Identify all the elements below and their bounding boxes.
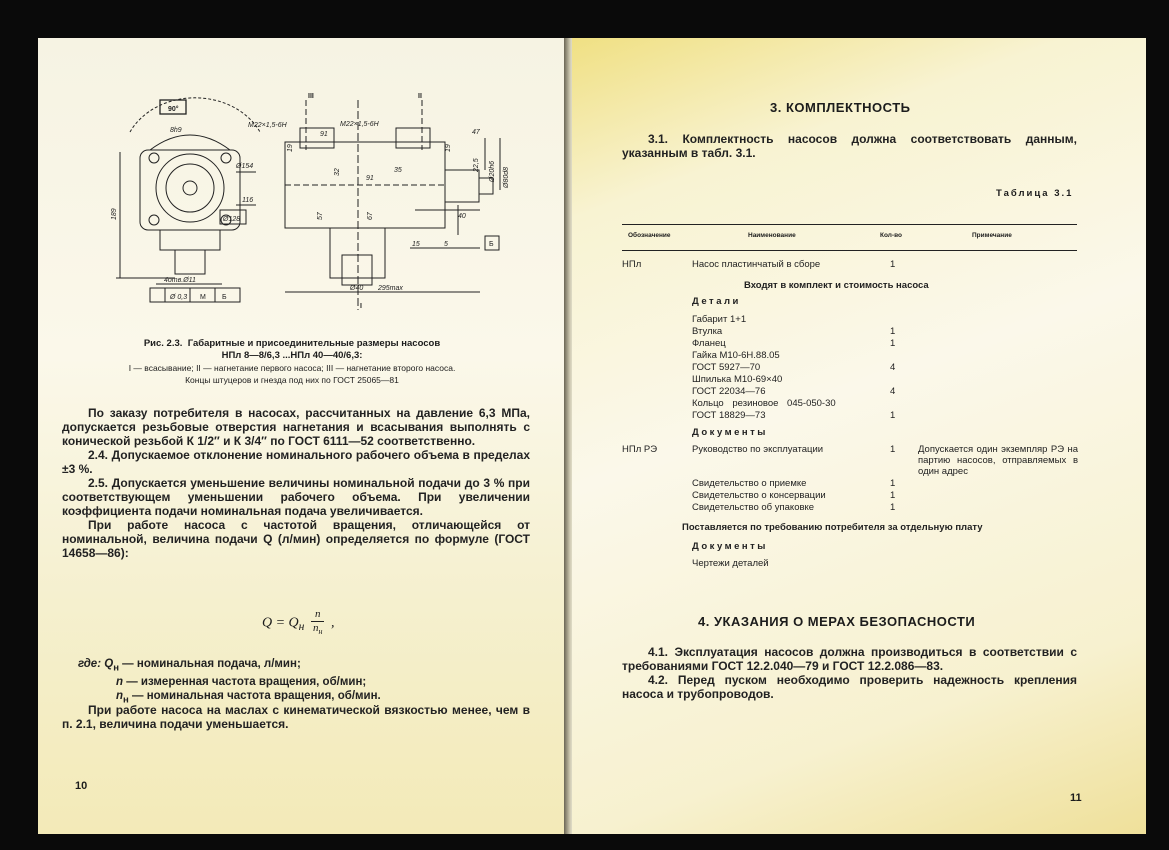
dim-label: 32 (334, 168, 341, 176)
table-cell-qty: 1 (890, 444, 896, 455)
detail-name: Шпилька М10-69×40 (692, 374, 783, 385)
dim-label: Ø80d8 (503, 166, 510, 188)
formula-fraction (311, 608, 325, 638)
table-cell-note: Допускается один экземпляр РЭ на партию насосов, отправляемых в один адрес (918, 444, 1078, 477)
dim-label: 19 (445, 144, 452, 152)
view-marker: III (308, 93, 314, 100)
formula-denominator: n (312, 622, 319, 634)
table-header: Обозначение (628, 232, 671, 239)
legend-symbol: n (116, 690, 124, 703)
dim-label: 22,5 (473, 158, 480, 172)
dim-label: 15 (412, 241, 420, 248)
dim-label: Ø128 (223, 216, 241, 223)
legend-symbol-sub: н (113, 662, 119, 674)
dim-label: Б (489, 241, 494, 248)
table-group-label: Входят в комплект и стоимость насоса (744, 280, 929, 291)
paragraph: 2.5. Допускается уменьшение величины номинальной подачи до 3 % при соответствующем уменьшении рабочего объема. При увеличении коэффициента подачи номинальная подача увеличивается. (62, 476, 530, 518)
section-3-text (622, 132, 1077, 160)
detail-name: Кольцо резиновое 045-050-30 (692, 398, 836, 409)
detail-name: Гайка М10-6Н.88.05 (692, 350, 780, 361)
detail-qty: 4 (890, 362, 896, 373)
table-subgroup-label: Документы (692, 541, 768, 552)
dim-label: 35 (394, 167, 402, 174)
detail-qty: 1 (890, 338, 896, 349)
legend-row (78, 675, 538, 689)
dim-label: 4отв.Ø11 (164, 277, 196, 284)
table-cell-name: Руководство по эксплуатации (692, 444, 824, 455)
dim-label: М22×1,5-6Н (248, 122, 287, 129)
table-cell-name: Насос пластинчатый в сборе (692, 259, 821, 270)
left-body-text-end (62, 703, 530, 731)
table-group-label: Поставляется по требованию потребителя за отдельную плату (682, 522, 983, 533)
paragraph: 4.2. Перед пуском необходимо проверить надежность крепления насоса и трубопроводов. (622, 673, 1077, 701)
formula-lhs-sub: н (298, 620, 305, 634)
table-cell-qty: 1 (890, 259, 896, 270)
dim-label: 40 (458, 213, 466, 220)
dim-label: Ø20h6 (489, 160, 496, 182)
table-caption: Таблица 3.1 (996, 188, 1074, 199)
dim-label: 295max (378, 285, 403, 292)
certificate-name: Свидетельство об упаковке (692, 502, 815, 513)
table-subgroup-label: Документы (692, 427, 768, 438)
table-header-rule (622, 250, 1077, 251)
caption-line: НПл 8—8/6,3 ...НПл 40—40/6,3: (221, 350, 363, 361)
dim-label: 90° (168, 106, 179, 113)
dim-label: 8h9 (170, 127, 182, 134)
table-cell-code: НПл (622, 259, 642, 270)
caption-title: Габаритные и присоединительные размеры насосов (187, 338, 441, 349)
formula-numerator: n (311, 608, 325, 622)
table-cell-name: Чертежи деталей (692, 558, 769, 569)
dim-label: Ø40 (350, 285, 364, 292)
legend-text: — номинальная частота вращения, об/мин. (128, 690, 381, 703)
legend-symbol: n (116, 676, 124, 689)
table-header: Примечание (972, 232, 1012, 239)
left-body-text (62, 406, 530, 560)
paragraph: 4.1. Эксплуатация насосов должна производиться в соответствии с требованиями ГОСТ 12.2.040—79 и ГОСТ 12.2.086—83. (622, 645, 1077, 673)
page-number-right: 11 (1070, 792, 1082, 804)
caption-prefix: Рис. 2.3. (143, 338, 183, 349)
legend-row (78, 657, 538, 675)
dim-label: 47 (472, 129, 480, 136)
dim-label: М22×1,5-6Н (340, 121, 379, 128)
certificate-name: Свидетельство о приемке (692, 478, 807, 489)
detail-qty: 4 (890, 386, 896, 397)
paragraph: По заказу потребителя в насосах, рассчитанных на давление 6,3 МПа, допускается резьбовые отверстия нагнетания и всасывания выполнять с конической резьбой К 1/2″ и К 3/4″ по ГОСТ 6111—52 соответственно. (62, 406, 530, 448)
dim-label: Б (222, 294, 227, 301)
caption-line: I — всасывание; II — нагнетание первого насоса; III — нагнетание второго насоса. (128, 363, 456, 373)
table-subgroup-label: Детали (692, 296, 741, 307)
dim-label: Ø 0,3 (170, 294, 188, 301)
certificate-qty: 1 (890, 478, 896, 489)
table-cell-code: НПл РЭ (622, 444, 658, 455)
view-marker: II (418, 93, 422, 100)
certificate-qty: 1 (890, 490, 896, 501)
certificate-qty: 1 (890, 502, 896, 513)
detail-name: Втулка (692, 326, 723, 337)
pump-dimension-drawing (60, 60, 520, 310)
dim-label: 57 (317, 212, 324, 220)
detail-name: ГОСТ 18829—73 (692, 410, 766, 421)
figure-caption (62, 338, 522, 386)
paragraph: 3.1. Комплектность насосов должна соответствовать данным, указанным в табл. 3.1. (622, 132, 1077, 160)
paragraph: 2.4. Допускаемое отклонение номинального рабочего объема в пределах ±3 %. (62, 448, 530, 476)
detail-name: Габарит 1+1 (692, 314, 747, 325)
dim-label: М (200, 294, 206, 301)
detail-qty: 1 (890, 326, 896, 337)
table-header: Наименование (748, 232, 796, 239)
paragraph: При работе насоса с частотой вращения, отличающейся от номинальной, величина подачи Q (л/мин) определяется по формуле (ГОСТ 14658—86): (62, 518, 530, 560)
detail-name: ГОСТ 5927—70 (692, 362, 761, 373)
section-4-text (622, 645, 1077, 701)
detail-name: Фланец (692, 338, 726, 349)
certificate-name: Свидетельство о консервации (692, 490, 826, 501)
formula-legend (78, 657, 538, 708)
table-header: Кол-во (880, 232, 902, 239)
table-top-rule (622, 224, 1077, 225)
flow-formula (262, 608, 334, 638)
legend-symbol: где: Q (78, 658, 114, 670)
dim-label: 189 (111, 208, 118, 220)
detail-qty: 1 (890, 410, 896, 421)
section-4-title: 4. УКАЗАНИЯ О МЕРАХ БЕЗОПАСНОСТИ (698, 614, 976, 629)
dim-label: 91 (366, 175, 374, 182)
dim-label: 19 (287, 144, 294, 152)
dim-label: 5 (444, 241, 448, 248)
page-number-left: 10 (75, 780, 88, 792)
caption-line: Концы штуцеров и гнезда под них по ГОСТ 25065—81 (185, 375, 399, 385)
legend-symbol-sub: н (123, 694, 129, 706)
paragraph: При работе насоса на маслах с кинематической вязкостью менее, чем в п. 2.1, величина подачи уменьшается. (62, 703, 530, 731)
dim-label: Ø154 (236, 163, 254, 170)
dim-label: 67 (367, 212, 374, 220)
legend-text: — номинальная подача, л/мин; (118, 658, 301, 670)
formula-tail: , (330, 615, 335, 631)
section-3-title: 3. КОМПЛЕКТНОСТЬ (770, 100, 911, 115)
detail-name: ГОСТ 22034—76 (692, 386, 766, 397)
view-marker: I (360, 303, 362, 310)
formula-lhs: Q = Q (262, 615, 299, 631)
dim-label: 116 (242, 197, 254, 204)
dim-label: 91 (320, 131, 328, 138)
formula-denominator-sub: н (318, 627, 323, 637)
legend-text: — измеренная частота вращения, об/мин; (123, 676, 367, 689)
